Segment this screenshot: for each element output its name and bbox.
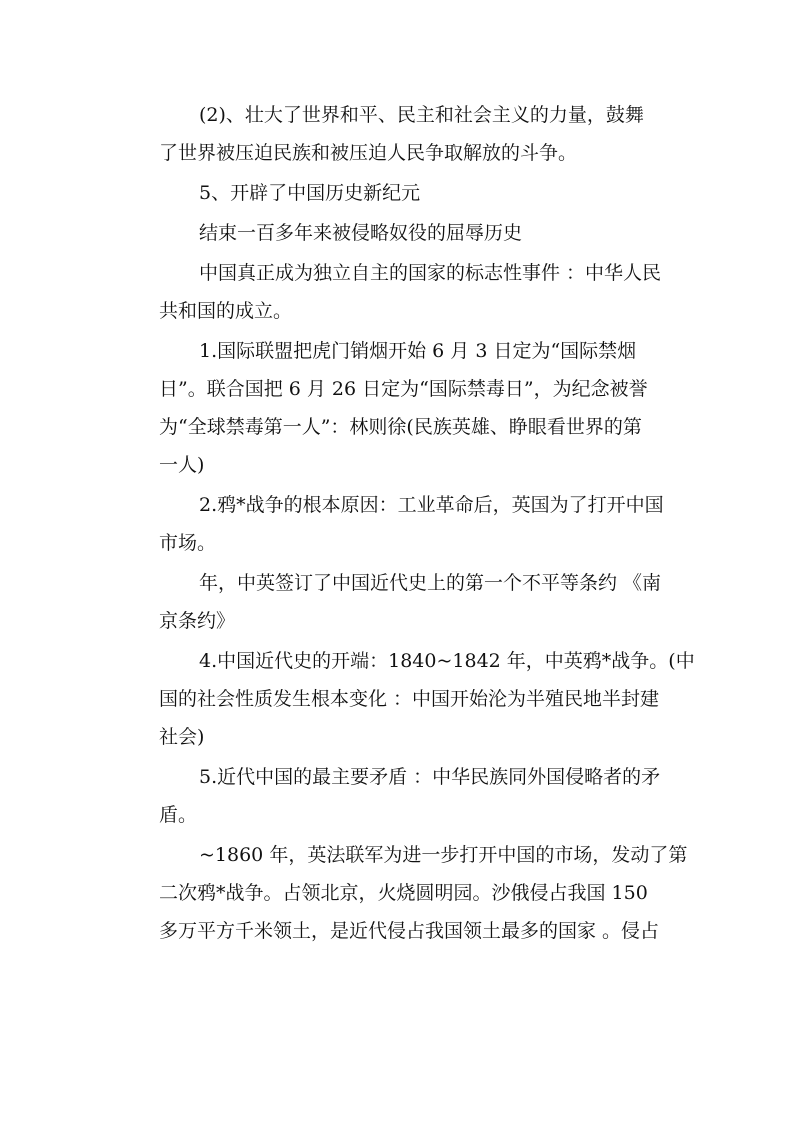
text-line: 共和国的成立。 <box>159 300 293 322</box>
text-line: 一人) <box>159 454 205 476</box>
paragraph-7 <box>121 564 673 640</box>
text-line: 社会) <box>159 726 205 748</box>
document-body <box>121 96 695 952</box>
paragraph-10 <box>121 836 688 950</box>
paragraph-4 <box>121 254 673 330</box>
text-line: 5.近代中国的最主要矛盾 ：中华民族同外国侵略者的矛 <box>199 766 661 788</box>
text-line: 多万平方千米领土，是近代侵占我国领土最多的国家 。侵占 <box>159 920 660 942</box>
text-line: 市场。 <box>159 532 217 554</box>
text-line: 1.国际联盟把虎门销烟开始 6 月 3 日定为“国际禁烟 <box>199 340 637 362</box>
text-line: 盾。 <box>159 804 198 826</box>
text-line: 5、开辟了中国历史新纪元 <box>199 182 421 204</box>
text-line: (2)、壮大了世界和平、民主和社会主义的力量，鼓舞 <box>199 104 644 126</box>
paragraph-1 <box>121 96 673 172</box>
text-line: 了世界被压迫民族和被压迫人民争取解放的斗争。 <box>159 142 578 164</box>
paragraph-8 <box>121 642 695 756</box>
text-line: 年，中英签订了中国近代史上的第一个不平等条约 《南 <box>199 572 662 594</box>
paragraph-3 <box>121 214 673 252</box>
paragraph-6 <box>121 486 673 562</box>
paragraph-2 <box>121 174 673 212</box>
text-line: 国的社会性质发生根本变化 ：中国开始沦为半殖民地半封建 <box>159 688 660 710</box>
paragraph-9 <box>121 758 673 834</box>
text-line: ~1860 年，英法联军为进一步打开中国的市场，发动了第 <box>199 844 688 866</box>
text-line: 中国真正成为独立自主的国家的标志性事件 ：中华人民 <box>199 262 662 284</box>
text-line: 2.鸦*战争的根本原因：工业革命后，英国为了打开中国 <box>199 494 664 516</box>
paragraph-5 <box>121 332 673 484</box>
text-line: 二次鸦*战争。占领北京，火烧圆明园。沙俄侵占我国 150 <box>159 882 648 904</box>
text-line: 4.中国近代史的开端：1840~1842 年，中英鸦*战争。(中 <box>199 650 695 672</box>
text-line: 日”。联合国把 6 月 26 日定为“国际禁毒日”，为纪念被誉 <box>159 378 648 400</box>
text-line: 结束一百多年来被侵略奴役的屈辱历史 <box>199 222 523 244</box>
text-line: 京条约》 <box>159 610 236 632</box>
text-line: 为“全球禁毒第一人”：林则徐(民族英雄、睁眼看世界的第 <box>159 416 642 438</box>
